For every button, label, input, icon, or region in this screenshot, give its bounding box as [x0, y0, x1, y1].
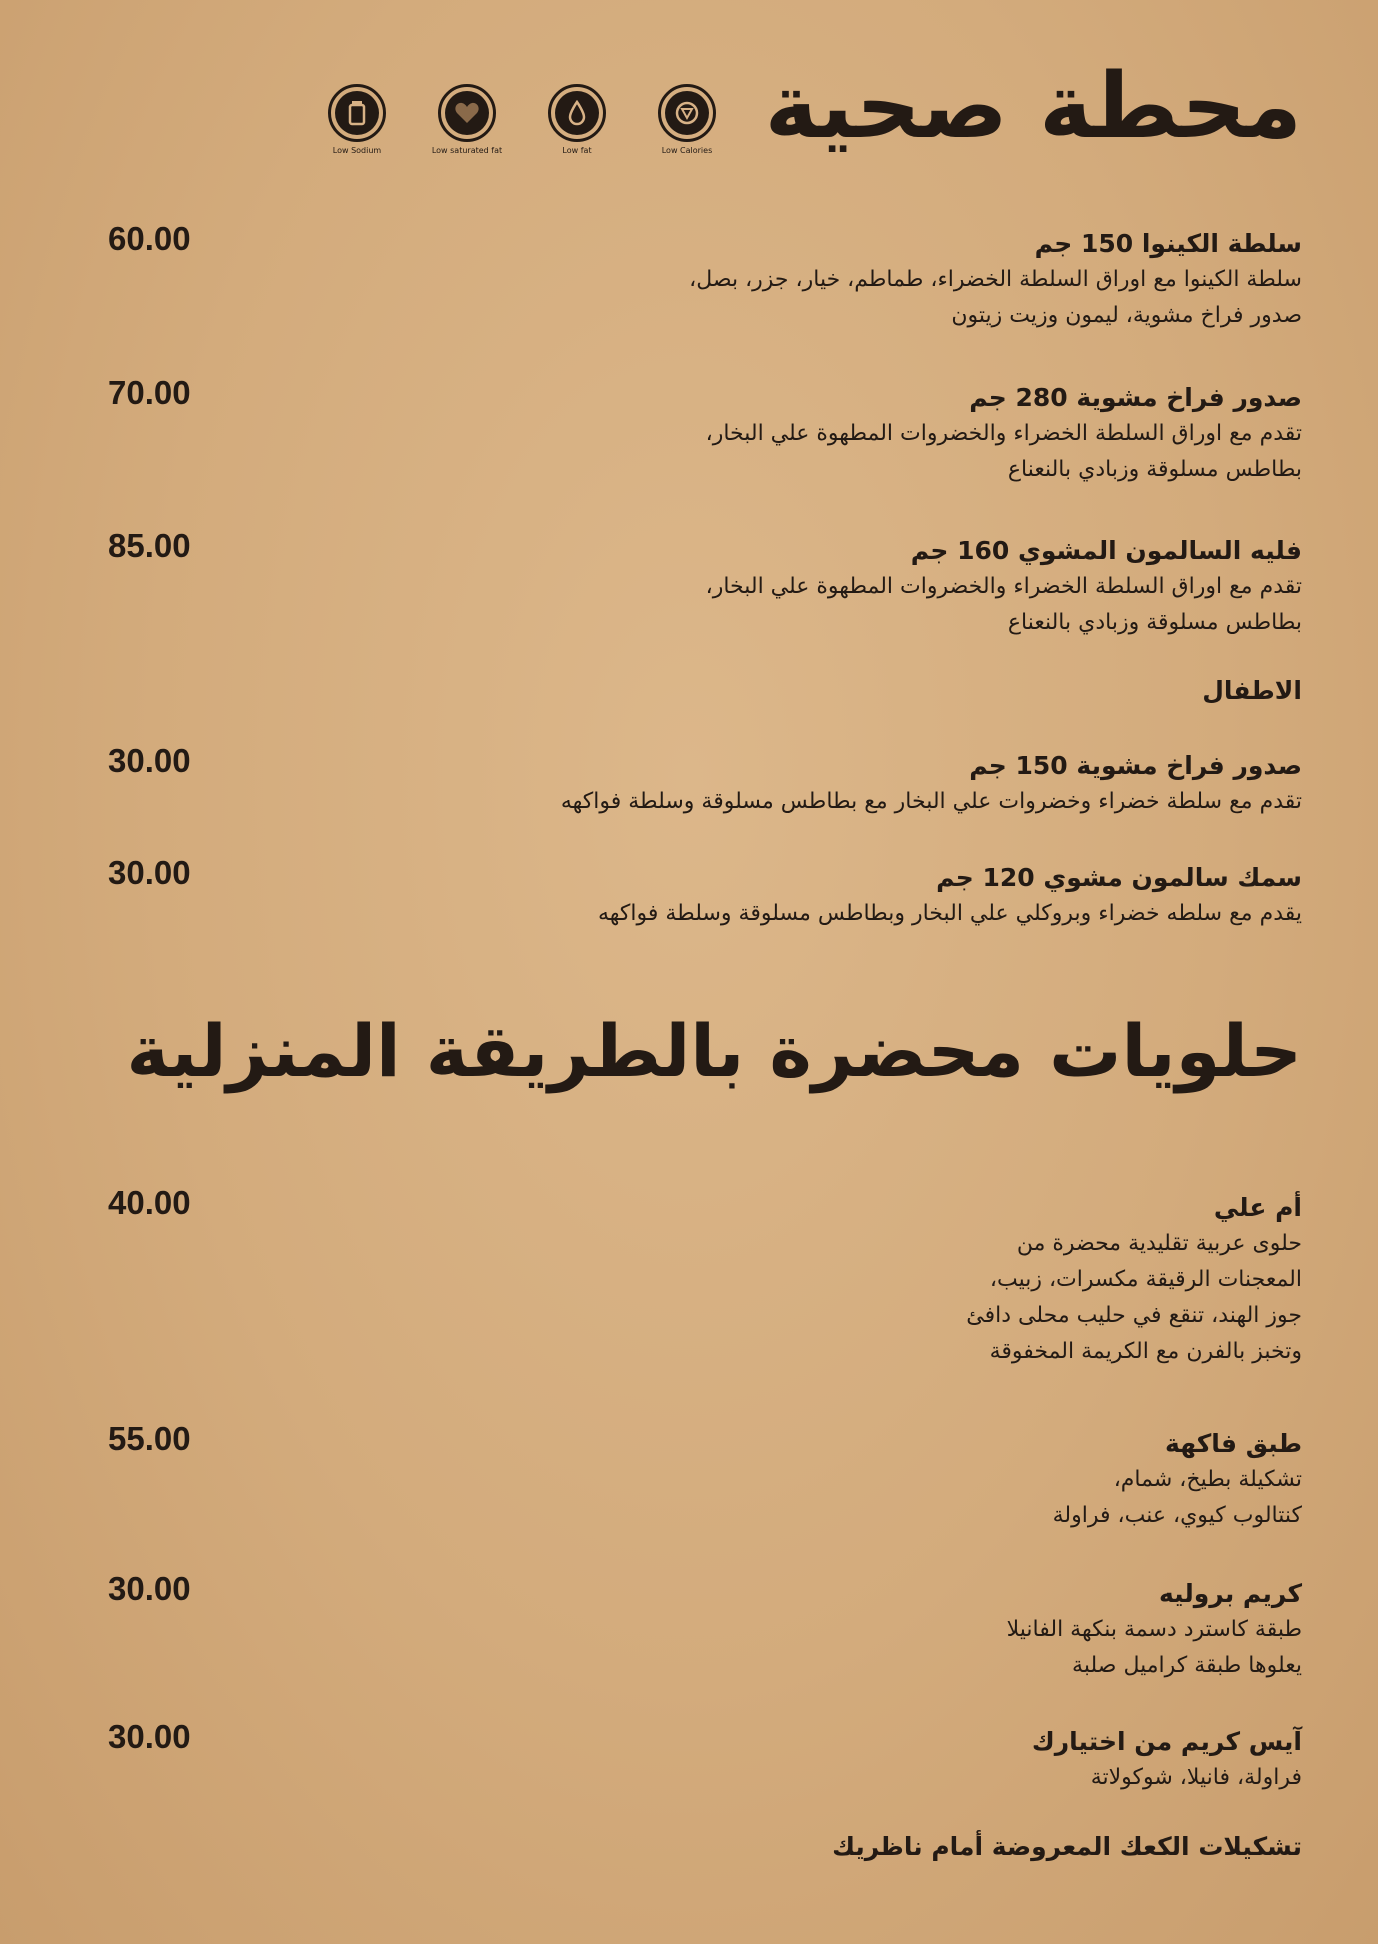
item-name: طبق فاكهة [1165, 1429, 1302, 1458]
item-description: يقدم مع سلطه خضراء وبروكلي علي البخار وبطاطس مسلوقة وسلطة فواكهه [597, 901, 1302, 926]
item-name: فليه السالمون المشوي 160 جم [910, 536, 1302, 565]
menu-item [108, 742, 1302, 820]
item-name: سلطة الكينوا 150 جم [1034, 229, 1302, 258]
section-title-healthy: محطة صحية [764, 54, 1302, 159]
low-sodium-badge [320, 84, 394, 155]
item-description: تقدم مع سلطة خضراء وخضروات علي البخار مع بطاطس مسلوقة وسلطة فواكهه [560, 789, 1302, 814]
heart-icon [445, 91, 489, 135]
low-calories-badge [650, 84, 724, 155]
badge-caption: Low fat [562, 146, 592, 155]
item-description: طبقة كاسترد دسمة بنكهة الفانيلا يعلوها طبقة كراميل صلبة [1006, 1617, 1302, 1678]
item-description: تشكيلة بطيخ، شمام، كنتالوب كيوي، عنب، فراولة [1052, 1467, 1302, 1528]
item-name: سمك سالمون مشوي 120 جم [936, 863, 1302, 892]
item-name: صدور فراخ مشوية 150 جم [969, 751, 1302, 780]
badge-caption: Low Calories [661, 146, 713, 155]
item-price: 30.00 [108, 854, 191, 891]
section-label-kids: الاطفال [1202, 676, 1302, 705]
menu-item [108, 854, 1302, 932]
item-price: 55.00 [108, 1420, 191, 1457]
item-name: كريم بروليه [1158, 1579, 1302, 1608]
item-description: فراولة، فانيلا، شوكولاتة [1090, 1765, 1302, 1790]
item-name: آيس كريم من اختيارك [1031, 1727, 1302, 1756]
item-description: سلطة الكينوا مع اوراق السلطة الخضراء، طماطم، خيار، جزر، بصل، صدور فراخ مشوية، ليمون وزيت زيتون [689, 267, 1302, 328]
menu-item [108, 1420, 1302, 1534]
salt-jar-icon [335, 91, 379, 135]
menu-item [108, 374, 1302, 488]
item-price: 30.00 [108, 742, 191, 779]
nutrition-badges [320, 84, 724, 155]
low-saturated-fat-badge [430, 84, 504, 155]
item-description: تقدم مع اوراق السلطة الخضراء والخضروات المطهوة علي البخار، بطاطس مسلوقة وزبادي بالنعناع [705, 574, 1302, 635]
calorie-icon [665, 91, 709, 135]
drop-icon [555, 91, 599, 135]
badge-caption: Low Sodium [332, 146, 382, 155]
item-description: تقدم مع اوراق السلطة الخضراء والخضروات المطهوة علي البخار، بطاطس مسلوقة وزبادي بالنعناع [705, 421, 1302, 482]
badge-caption: Low saturated fat [431, 146, 503, 155]
item-price: 40.00 [108, 1184, 191, 1221]
menu-item [108, 220, 1302, 334]
cake-selection-note: تشكيلات الكعك المعروضة أمام ناظريك [832, 1832, 1302, 1861]
item-name: صدور فراخ مشوية 280 جم [969, 383, 1302, 412]
item-price: 70.00 [108, 374, 191, 411]
item-price: 30.00 [108, 1718, 191, 1755]
item-price: 30.00 [108, 1570, 191, 1607]
menu-item [108, 527, 1302, 641]
menu-item [108, 1718, 1302, 1796]
low-fat-badge [540, 84, 614, 155]
section-title-sweets: حلويات محضرة بالطريقة المنزلية [126, 1009, 1302, 1093]
item-description: حلوى عربية تقليدية محضرة من المعجنات الرقيقة مكسرات، زبيب، جوز الهند، تنقع في حليب محلى دافئ وتخبز بالفرن مع الكريمة المخفوقة [966, 1231, 1302, 1364]
item-name: أم علي [1213, 1193, 1302, 1222]
menu-item [108, 1570, 1302, 1684]
menu-item [108, 1184, 1302, 1370]
item-price: 60.00 [108, 220, 191, 257]
item-price: 85.00 [108, 527, 191, 564]
